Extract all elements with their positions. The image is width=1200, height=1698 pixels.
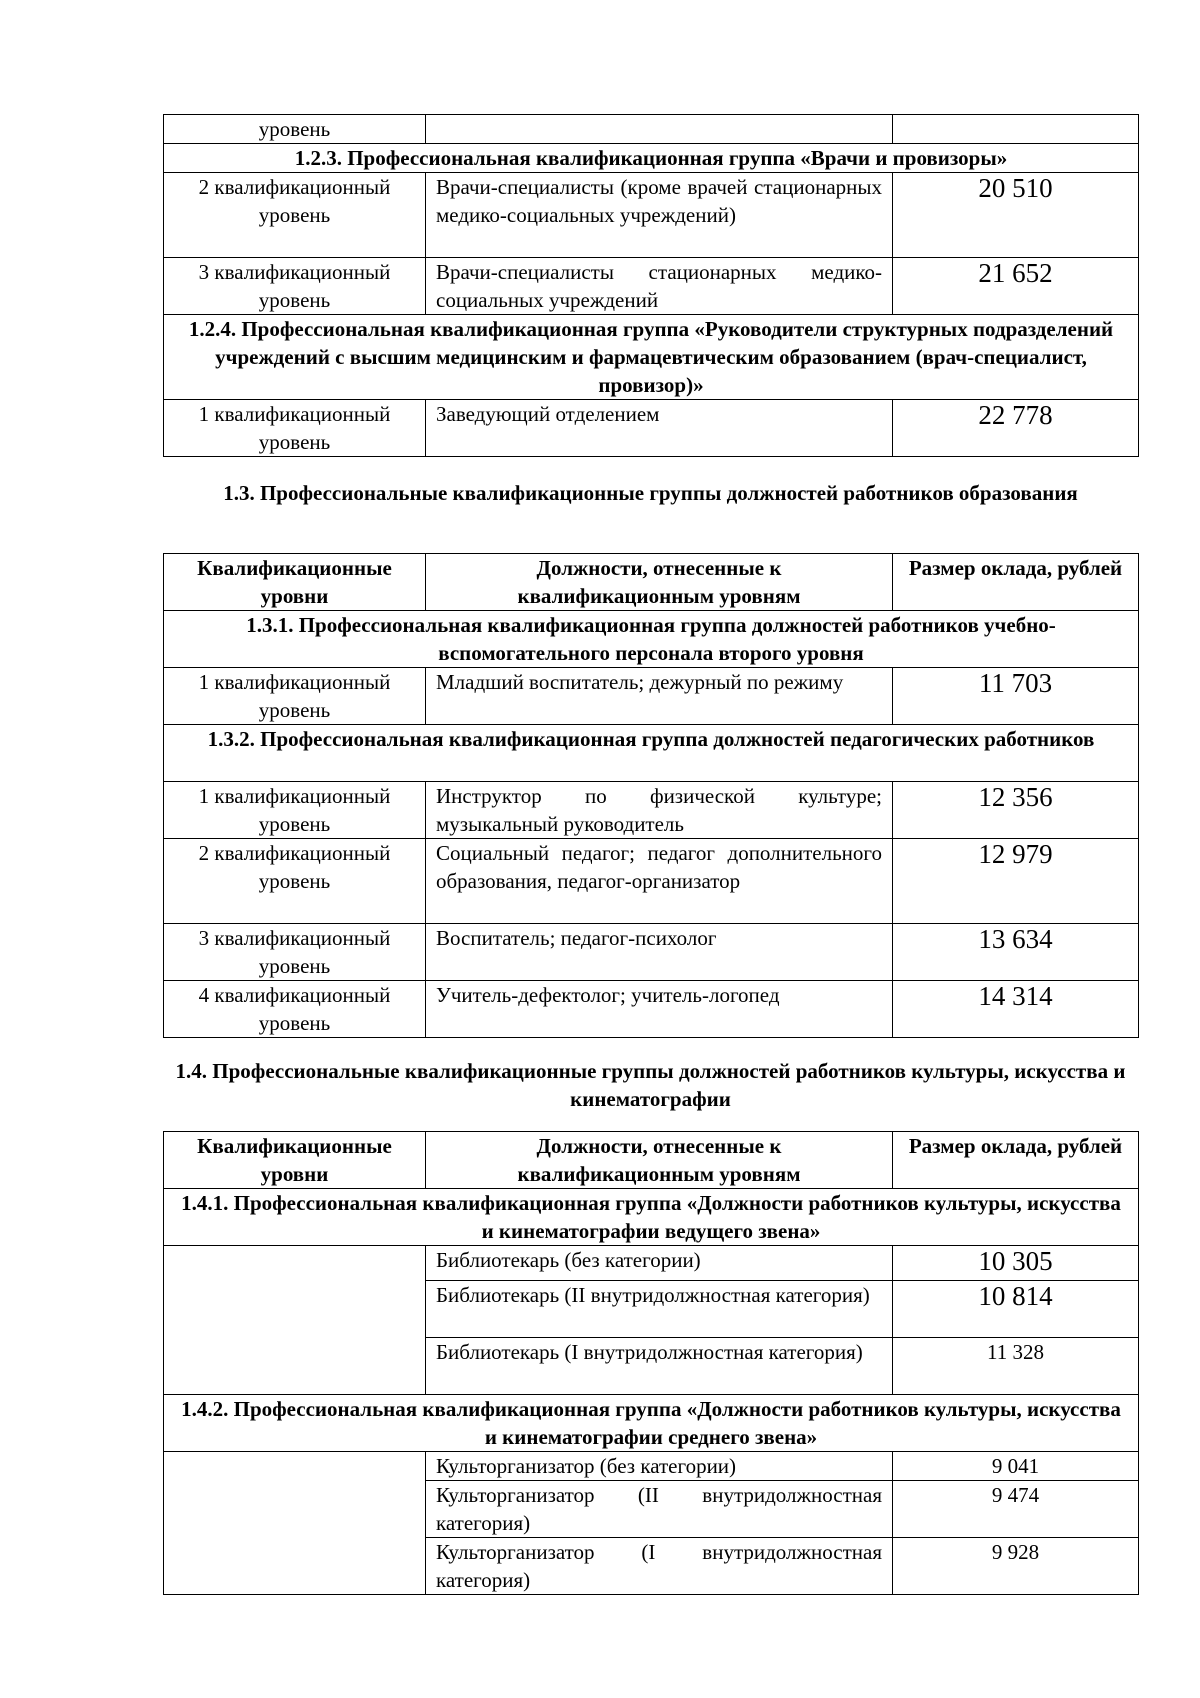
- salary-cell: 9 928: [893, 1538, 1139, 1595]
- salary-cell: 10 305: [893, 1246, 1139, 1281]
- salary-cell: 14 314: [893, 981, 1139, 1038]
- level-cell: 2 квалификационный уровень: [164, 173, 426, 258]
- table-row: [164, 981, 1139, 1038]
- table-row: [164, 173, 1139, 258]
- salary-cell: 12 979: [893, 839, 1139, 924]
- salary-cell: 13 634: [893, 924, 1139, 981]
- salary-cell: 11 703: [893, 668, 1139, 725]
- position-cell: Культорганизатор (без категории): [426, 1452, 893, 1481]
- level-cell: 4 квалификационный уровень: [164, 981, 426, 1038]
- header-salary: Размер оклада, рублей: [893, 554, 1139, 611]
- level-cell: 2 квалификационный уровень: [164, 839, 426, 924]
- salary-cell: 9 041: [893, 1452, 1139, 1481]
- table-culture: [163, 1131, 1139, 1595]
- table-row: [164, 1246, 1139, 1281]
- position-cell: Библиотекарь (II внутридолжностная категория): [426, 1281, 893, 1338]
- table-row: [164, 115, 1139, 144]
- table-education: [163, 553, 1139, 1038]
- group-row: [164, 1395, 1139, 1452]
- salary-cell: 12 356: [893, 782, 1139, 839]
- level-cell-empty: [164, 1452, 426, 1595]
- level-cell: уровень: [164, 115, 426, 144]
- position-cell: Социальный педагог; педагог дополнительного образования, педагог-организатор: [426, 839, 893, 924]
- section-title-1-3: 1.3. Профессиональные квалификационные группы должностей работников образования: [223, 481, 1078, 505]
- section-title-1-4: 1.4. Профессиональные квалификационные группы должностей работников культуры, искусства и кинематографии: [175, 1059, 1126, 1111]
- salary-cell: 9 474: [893, 1481, 1139, 1538]
- position-cell: Учитель-дефектолог; учитель-логопед: [426, 981, 893, 1038]
- level-cell: 3 квалификационный уровень: [164, 258, 426, 315]
- position-cell: Заведующий отделением: [426, 400, 893, 457]
- table-row: [164, 258, 1139, 315]
- level-cell-empty: [164, 1246, 426, 1395]
- table-header-row: [164, 554, 1139, 611]
- salary-cell: 10 814: [893, 1281, 1139, 1338]
- position-cell: Младший воспитатель; дежурный по режиму: [426, 668, 893, 725]
- level-cell: 1 квалификационный уровень: [164, 782, 426, 839]
- group-heading-132: 1.3.2. Профессиональная квалификационная группа должностей педагогических работников: [164, 725, 1139, 782]
- level-cell: 3 квалификационный уровень: [164, 924, 426, 981]
- table-healthcare-continued: [163, 114, 1139, 457]
- header-levels: Квалификационные уровни: [164, 554, 426, 611]
- salary-cell: 20 510: [893, 173, 1139, 258]
- position-cell: Библиотекарь (I внутридолжностная категория): [426, 1338, 893, 1395]
- group-heading-123: 1.2.3. Профессиональная квалификационная группа «Врачи и провизоры»: [164, 144, 1139, 173]
- position-cell: Врачи-специалисты стационарных медико-социальных учреждений: [426, 258, 893, 315]
- salary-cell: 21 652: [893, 258, 1139, 315]
- table-row: [164, 839, 1139, 924]
- position-cell: Инструктор по физической культуре; музыкальный руководитель: [426, 782, 893, 839]
- group-row: [164, 315, 1139, 400]
- position-cell: Воспитатель; педагог-психолог: [426, 924, 893, 981]
- position-cell: [426, 115, 893, 144]
- header-levels: Квалификационные уровни: [164, 1132, 426, 1189]
- table-row: [164, 924, 1139, 981]
- table-row: [164, 1452, 1139, 1481]
- salary-cell: [893, 115, 1139, 144]
- group-row: [164, 611, 1139, 668]
- level-cell: 1 квалификационный уровень: [164, 668, 426, 725]
- group-heading-142: 1.4.2. Профессиональная квалификационная группа «Должности работников культуры, искусства и кинематографии среднего звена»: [164, 1395, 1139, 1452]
- table-header-row: [164, 1132, 1139, 1189]
- group-heading-141: 1.4.1. Профессиональная квалификационная группа «Должности работников культуры, искусства и кинематографии ведущего звена»: [164, 1189, 1139, 1246]
- position-cell: Врачи-специалисты (кроме врачей стационарных медико-социальных учреждений): [426, 173, 893, 258]
- group-row: [164, 725, 1139, 782]
- level-cell: 1 квалификационный уровень: [164, 400, 426, 457]
- header-positions: Должности, отнесенные к квалификационным уровням: [426, 554, 893, 611]
- group-row: [164, 144, 1139, 173]
- position-cell: Библиотекарь (без категории): [426, 1246, 893, 1281]
- table-row: [164, 400, 1139, 457]
- group-row: [164, 1189, 1139, 1246]
- group-heading-131: 1.3.1. Профессиональная квалификационная группа должностей работников учебно-вспомогательного персонала второго уровня: [164, 611, 1139, 668]
- header-positions: Должности, отнесенные к квалификационным уровням: [426, 1132, 893, 1189]
- header-salary: Размер оклада, рублей: [893, 1132, 1139, 1189]
- salary-cell: 22 778: [893, 400, 1139, 457]
- position-cell: Культорганизатор (II внутридолжностная категория): [426, 1481, 893, 1538]
- table-row: [164, 782, 1139, 839]
- group-heading-124: 1.2.4. Профессиональная квалификационная группа «Руководители структурных подразделений учреждений с высшим медицинским и фармацевтическим образованием (врач-специалист, провизор)»: [164, 315, 1139, 400]
- salary-cell: 11 328: [893, 1338, 1139, 1395]
- position-cell: Культорганизатор (I внутридолжностная категория): [426, 1538, 893, 1595]
- table-row: [164, 668, 1139, 725]
